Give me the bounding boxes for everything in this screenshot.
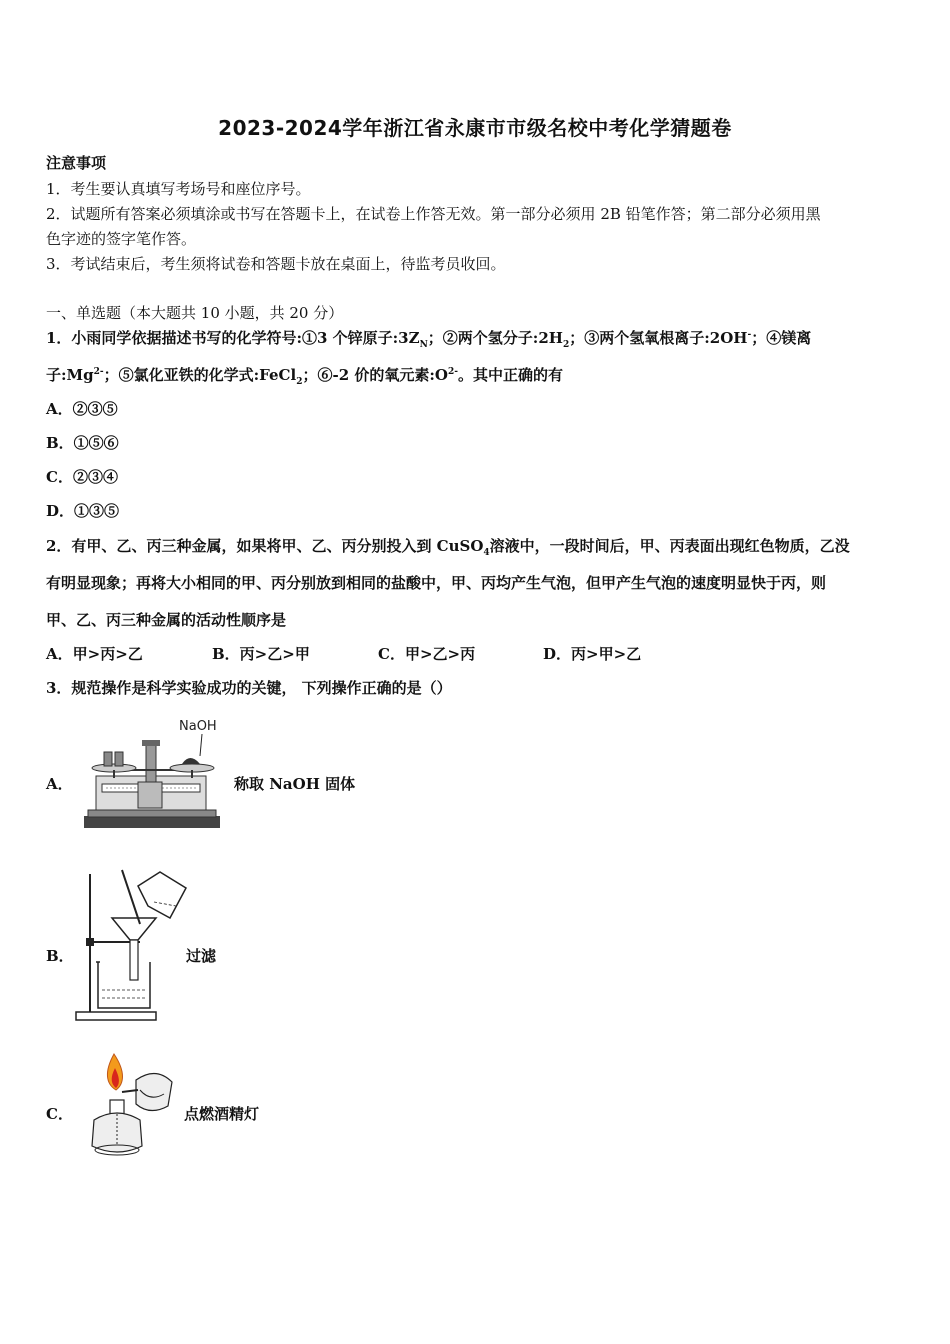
notice-item: 1．考生要认真填写考场号和座位序号。 — [46, 180, 311, 198]
notice-item: 色字迹的签字笔作答。 — [46, 230, 197, 248]
q2-option-b[interactable]: B．丙>乙>甲 — [212, 645, 310, 663]
q2-sub: 4 — [483, 548, 490, 558]
q1-text: ；②两个氢分子:2H — [427, 329, 563, 347]
q2-option-a[interactable]: A．甲>丙>乙 — [46, 645, 143, 663]
q2-option-c[interactable]: C．甲>乙>丙 — [378, 645, 476, 663]
q1-text: 子:Mg — [46, 366, 94, 384]
q3-stem: 3．规范操作是科学实验成功的关键， 下列操作正确的是（） — [46, 679, 452, 697]
notice-item: 2．试题所有答案必须填涂或书写在答题卡上，在试卷上作答无效。第一部分必须用 2B 铅笔作答；第二部分必须用黑 — [46, 205, 821, 223]
q1-sup: 2- — [93, 367, 104, 377]
q3-option-b-label[interactable]: B． — [46, 947, 74, 965]
q2-text: 2．有甲、乙、丙三种金属，如果将甲、乙、丙分别投入到 CuSO — [46, 537, 484, 555]
q1-text: 1．小雨同学依据描述书写的化学符号:①3 个锌原子:3Z — [46, 329, 420, 347]
q1-sub: N — [419, 340, 428, 350]
q1-option-c[interactable]: C．②③④ — [46, 468, 118, 486]
q1-option-d[interactable]: D．①③⑤ — [46, 502, 120, 520]
alcohol-lamp-figure — [80, 1050, 180, 1160]
notice-item: 3．考试结束后，考生须将试卷和答题卡放在桌面上，待监考员收回。 — [46, 255, 506, 273]
q1-text: ；⑤氯化亚铁的化学式:FeCl — [103, 366, 297, 384]
q1-text: ；⑥-2 价的氧元素:O — [302, 366, 448, 384]
naoh-label: NaOH — [179, 719, 217, 734]
q1-sub: 2 — [562, 340, 570, 350]
q3-option-a-label[interactable]: A． — [46, 775, 73, 793]
q2-line-3: 甲、乙、丙三种金属的活动性顺序是 — [46, 611, 287, 629]
q1-text: ；④镁离 — [751, 329, 812, 347]
section-heading: 一、单选题（本大题共 10 小题，共 20 分） — [46, 304, 344, 322]
q1-line-1 — [46, 327, 811, 350]
q1-option-a[interactable]: A．②③⑤ — [46, 400, 118, 418]
q1-sup: 2- — [447, 367, 458, 377]
q3-option-b-caption: 过滤 — [186, 947, 217, 965]
q1-text: 。其中正确的有 — [457, 366, 563, 384]
page-title: 2023-2024学年浙江省永康市市级名校中考化学猜题卷 — [218, 116, 732, 140]
q1-line-2 — [46, 364, 563, 387]
q2-line-2: 有明显现象；再将大小相同的甲、丙分别放到相同的盐酸中，甲、丙均产生气泡，但甲产生气泡的速度明显快于丙，则 — [46, 574, 827, 592]
q3-option-a-caption: 称取 NaOH 固体 — [234, 775, 356, 793]
q2-line-1 — [46, 535, 850, 558]
notice-heading: 注意事项 — [46, 154, 107, 172]
q2-text: 溶液中，一段时间后，甲、丙表面出现红色物质，乙没 — [489, 537, 850, 555]
q1-option-b[interactable]: B．①⑤⑥ — [46, 434, 119, 452]
q1-sup: - — [747, 330, 752, 340]
balance-scale-figure — [82, 712, 224, 832]
q3-option-c-label[interactable]: C． — [46, 1105, 73, 1123]
q3-option-c-caption: 点燃酒精灯 — [184, 1105, 260, 1123]
q2-option-d[interactable]: D．丙>甲>乙 — [543, 645, 642, 663]
q1-sub: 2 — [296, 377, 303, 387]
q1-text: ；③两个氢氧根离子:2OH — [569, 329, 748, 347]
filtration-figure — [74, 866, 190, 1024]
